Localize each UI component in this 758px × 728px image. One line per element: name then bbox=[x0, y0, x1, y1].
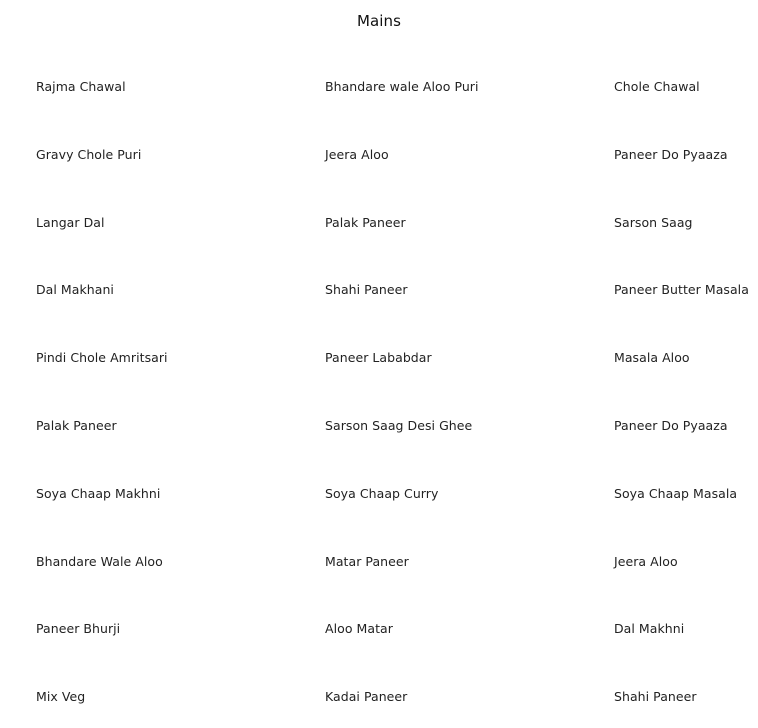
menu-item: Soya Chaap Curry bbox=[325, 486, 439, 501]
menu-item: Gravy Chole Puri bbox=[36, 147, 142, 162]
menu-item: Palak Paneer bbox=[36, 418, 117, 433]
menu-item: Paneer Lababdar bbox=[325, 350, 432, 365]
menu-item: Masala Aloo bbox=[614, 350, 690, 365]
menu-item: Soya Chaap Masala bbox=[614, 486, 738, 501]
menu-item: Sarson Saag Desi Ghee bbox=[325, 418, 473, 433]
menu-item: Aloo Matar bbox=[325, 621, 393, 636]
menu-item: Matar Paneer bbox=[325, 554, 409, 569]
menu-item: Bhandare wale Aloo Puri bbox=[325, 79, 479, 94]
menu-item: Pindi Chole Amritsari bbox=[36, 350, 168, 365]
menu-item: Jeera Aloo bbox=[614, 554, 678, 569]
menu-item: Chole Chawal bbox=[614, 79, 700, 94]
menu-item: Bhandare Wale Aloo bbox=[36, 554, 163, 569]
section-title: Mains bbox=[356, 12, 402, 30]
menu-item: Paneer Bhurji bbox=[36, 621, 121, 636]
menu-item: Rajma Chawal bbox=[36, 79, 126, 94]
menu-item: Sarson Saag bbox=[614, 215, 693, 230]
menu-item: Langar Dal bbox=[36, 215, 105, 230]
menu-item: Soya Chaap Makhni bbox=[36, 486, 161, 501]
menu-item: Jeera Aloo bbox=[325, 147, 389, 162]
menu-item: Paneer Do Pyaaza bbox=[614, 418, 728, 433]
menu-item: Dal Makhni bbox=[614, 621, 685, 636]
menu-item: Kadai Paneer bbox=[325, 689, 408, 704]
menu-item: Mix Veg bbox=[36, 689, 86, 704]
menu-item: Palak Paneer bbox=[325, 215, 406, 230]
menu-item: Dal Makhani bbox=[36, 282, 114, 297]
menu-item: Shahi Paneer bbox=[614, 689, 697, 704]
menu-item: Paneer Butter Masala bbox=[614, 282, 749, 297]
menu-item: Paneer Do Pyaaza bbox=[614, 147, 728, 162]
menu-item: Shahi Paneer bbox=[325, 282, 408, 297]
